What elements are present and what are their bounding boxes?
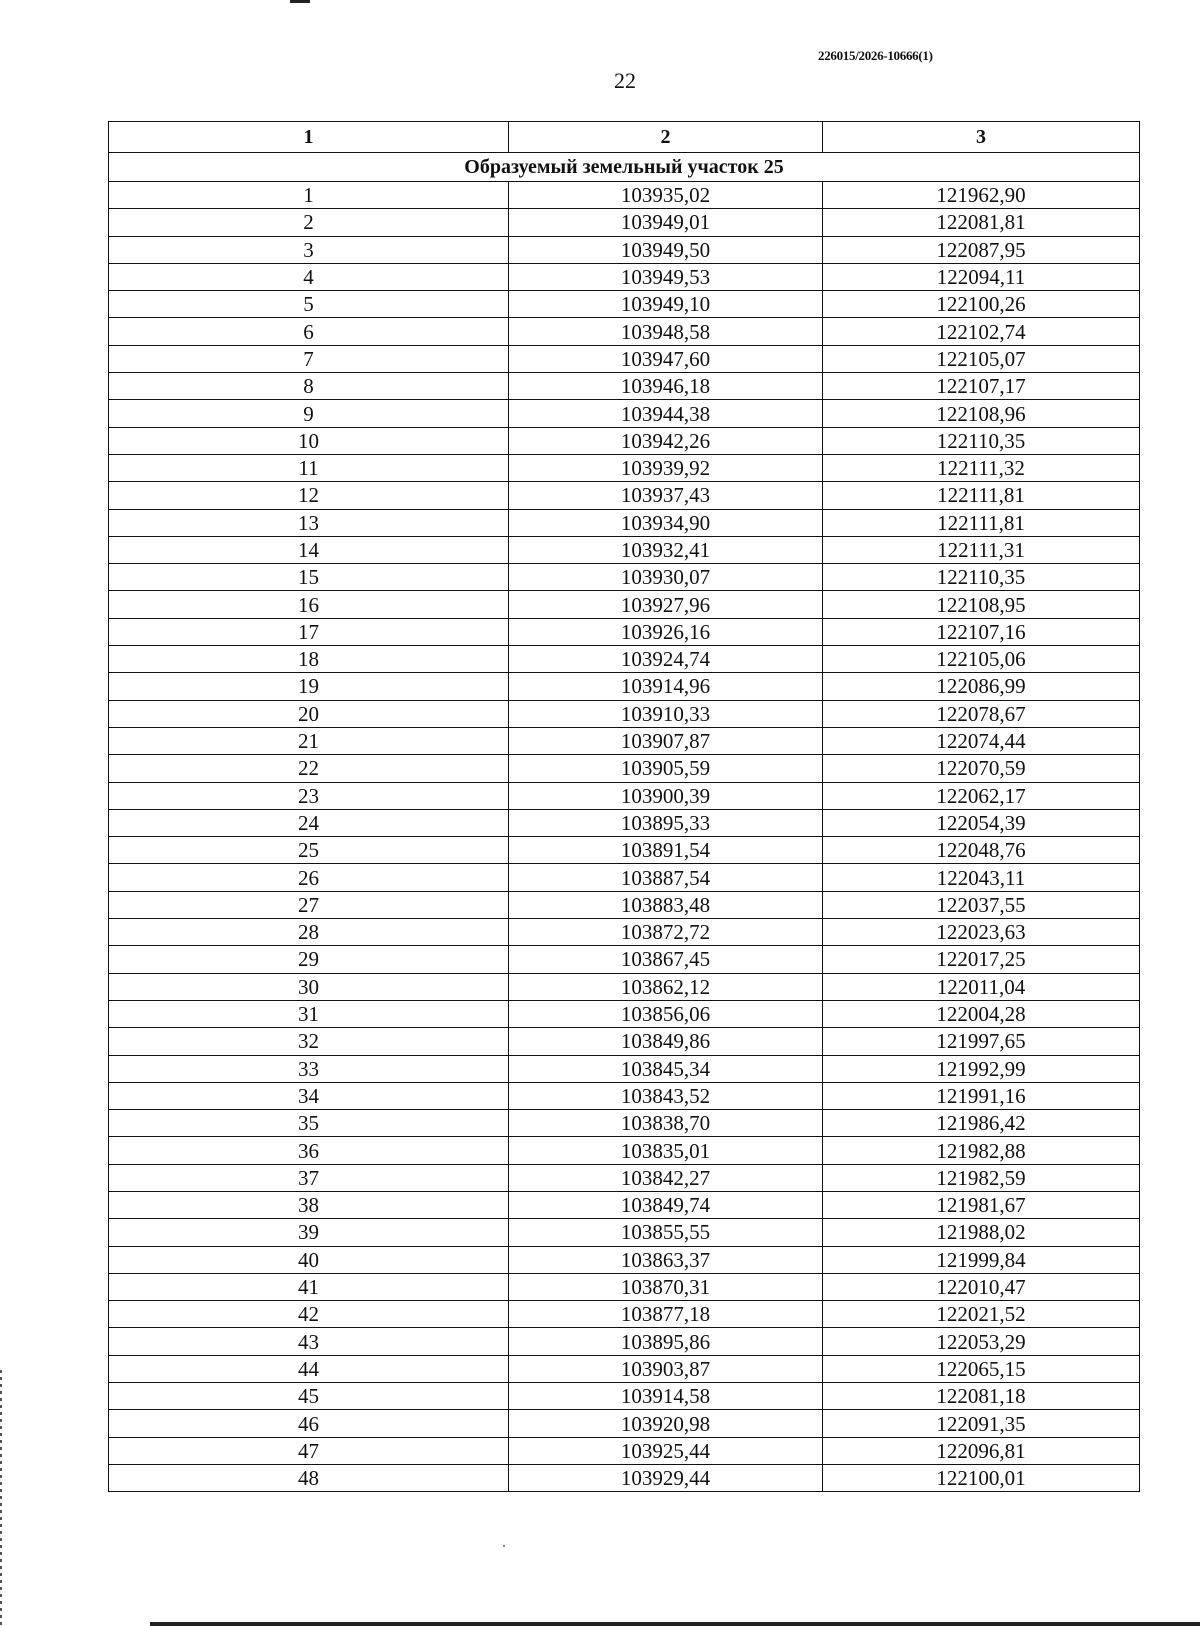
point-number-cell: 46 (109, 1410, 509, 1437)
table-row (109, 755, 1140, 782)
point-number-cell: 25 (109, 837, 509, 864)
x-coordinate-cell: 103946,18 (509, 373, 823, 400)
x-coordinate-cell: 103887,54 (509, 864, 823, 891)
x-coordinate-cell: 103926,16 (509, 618, 823, 645)
x-coordinate-cell: 103949,53 (509, 263, 823, 290)
x-coordinate-cell: 103927,96 (509, 591, 823, 618)
y-coordinate-cell: 122107,16 (823, 618, 1140, 645)
point-number-cell: 23 (109, 782, 509, 809)
x-coordinate-cell: 103863,37 (509, 1246, 823, 1273)
table-row (109, 291, 1140, 318)
scan-edge (0, 1370, 2, 1626)
document-number: 226015/2026-10666(1) (818, 48, 933, 63)
x-coordinate-cell: 103925,44 (509, 1437, 823, 1464)
y-coordinate-cell: 122054,39 (823, 809, 1140, 836)
point-number-cell: 8 (109, 373, 509, 400)
table-row (109, 1191, 1140, 1218)
y-coordinate-cell: 122087,95 (823, 236, 1140, 263)
x-coordinate-cell: 103910,33 (509, 700, 823, 727)
x-coordinate-cell: 103856,06 (509, 1000, 823, 1027)
y-coordinate-cell: 122053,29 (823, 1328, 1140, 1355)
y-coordinate-cell: 122070,59 (823, 755, 1140, 782)
table-row (109, 427, 1140, 454)
coordinates-table (108, 121, 1140, 1492)
table-row (109, 673, 1140, 700)
point-number-cell: 12 (109, 482, 509, 509)
point-number-cell: 33 (109, 1055, 509, 1082)
x-coordinate-cell: 103867,45 (509, 946, 823, 973)
point-number-cell: 30 (109, 973, 509, 1000)
y-coordinate-cell: 122091,35 (823, 1410, 1140, 1437)
x-coordinate-cell: 103895,86 (509, 1328, 823, 1355)
x-coordinate-cell: 103862,12 (509, 973, 823, 1000)
table-row (109, 1273, 1140, 1300)
x-coordinate-cell: 103845,34 (509, 1055, 823, 1082)
table-row (109, 1219, 1140, 1246)
column-header: 2 (509, 122, 823, 153)
x-coordinate-cell: 103835,01 (509, 1137, 823, 1164)
point-number-cell: 1 (109, 182, 509, 209)
table-row (109, 1410, 1140, 1437)
table-row (109, 1082, 1140, 1109)
point-number-cell: 44 (109, 1355, 509, 1382)
y-coordinate-cell: 121988,02 (823, 1219, 1140, 1246)
y-coordinate-cell: 122010,47 (823, 1273, 1140, 1300)
y-coordinate-cell: 121999,84 (823, 1246, 1140, 1273)
table-row (109, 646, 1140, 673)
y-coordinate-cell: 122102,74 (823, 318, 1140, 345)
x-coordinate-cell: 103900,39 (509, 782, 823, 809)
y-coordinate-cell: 121962,90 (823, 182, 1140, 209)
point-number-cell: 18 (109, 646, 509, 673)
table-row (109, 591, 1140, 618)
table-row (109, 1301, 1140, 1328)
table-row (109, 345, 1140, 372)
table-row (109, 1437, 1140, 1464)
point-number-cell: 26 (109, 864, 509, 891)
point-number-cell: 29 (109, 946, 509, 973)
point-number-cell: 15 (109, 564, 509, 591)
y-coordinate-cell: 122111,81 (823, 482, 1140, 509)
y-coordinate-cell: 121981,67 (823, 1191, 1140, 1218)
table-row (109, 919, 1140, 946)
table-row (109, 1000, 1140, 1027)
x-coordinate-cell: 103937,43 (509, 482, 823, 509)
y-coordinate-cell: 121997,65 (823, 1028, 1140, 1055)
table-row (109, 209, 1140, 236)
y-coordinate-cell: 122100,26 (823, 291, 1140, 318)
point-number-cell: 19 (109, 673, 509, 700)
x-coordinate-cell: 103939,92 (509, 454, 823, 481)
scan-mark (290, 0, 310, 3)
section-title: Образуемый земельный участок 25 (109, 153, 1140, 182)
table-row (109, 809, 1140, 836)
table-row (109, 1464, 1140, 1491)
y-coordinate-cell: 122074,44 (823, 727, 1140, 754)
column-header: 3 (823, 122, 1140, 153)
x-coordinate-cell: 103883,48 (509, 891, 823, 918)
x-coordinate-cell: 103905,59 (509, 755, 823, 782)
y-coordinate-cell: 122105,07 (823, 345, 1140, 372)
point-number-cell: 45 (109, 1383, 509, 1410)
point-number-cell: 14 (109, 536, 509, 563)
point-number-cell: 6 (109, 318, 509, 345)
table-row (109, 1055, 1140, 1082)
y-coordinate-cell: 122100,01 (823, 1464, 1140, 1491)
y-coordinate-cell: 122111,31 (823, 536, 1140, 563)
x-coordinate-cell: 103924,74 (509, 646, 823, 673)
point-number-cell: 2 (109, 209, 509, 236)
y-coordinate-cell: 121982,88 (823, 1137, 1140, 1164)
column-header: 1 (109, 122, 509, 153)
y-coordinate-cell: 122081,81 (823, 209, 1140, 236)
point-number-cell: 16 (109, 591, 509, 618)
scan-edge (150, 1622, 1200, 1626)
point-number-cell: 28 (109, 919, 509, 946)
point-number-cell: 32 (109, 1028, 509, 1055)
y-coordinate-cell: 122004,28 (823, 1000, 1140, 1027)
point-number-cell: 35 (109, 1110, 509, 1137)
table-row (109, 182, 1140, 209)
section-row (109, 153, 1140, 182)
point-number-cell: 27 (109, 891, 509, 918)
table-row (109, 782, 1140, 809)
y-coordinate-cell: 121992,99 (823, 1055, 1140, 1082)
x-coordinate-cell: 103843,52 (509, 1082, 823, 1109)
point-number-cell: 42 (109, 1301, 509, 1328)
point-number-cell: 37 (109, 1164, 509, 1191)
table-row (109, 509, 1140, 536)
table-row (109, 837, 1140, 864)
y-coordinate-cell: 122110,35 (823, 427, 1140, 454)
point-number-cell: 10 (109, 427, 509, 454)
y-coordinate-cell: 121991,16 (823, 1082, 1140, 1109)
table-row (109, 727, 1140, 754)
y-coordinate-cell: 122048,76 (823, 837, 1140, 864)
x-coordinate-cell: 103903,87 (509, 1355, 823, 1382)
point-number-cell: 22 (109, 755, 509, 782)
y-coordinate-cell: 121986,42 (823, 1110, 1140, 1137)
y-coordinate-cell: 122065,15 (823, 1355, 1140, 1382)
x-coordinate-cell: 103914,96 (509, 673, 823, 700)
table-row (109, 536, 1140, 563)
table-row (109, 400, 1140, 427)
table-row (109, 564, 1140, 591)
point-number-cell: 43 (109, 1328, 509, 1355)
x-coordinate-cell: 103872,72 (509, 919, 823, 946)
y-coordinate-cell: 122078,67 (823, 700, 1140, 727)
point-number-cell: 36 (109, 1137, 509, 1164)
table-row (109, 618, 1140, 645)
table-header-row (109, 122, 1140, 153)
x-coordinate-cell: 103934,90 (509, 509, 823, 536)
point-number-cell: 3 (109, 236, 509, 263)
point-number-cell: 4 (109, 263, 509, 290)
point-number-cell: 20 (109, 700, 509, 727)
y-coordinate-cell: 122107,17 (823, 373, 1140, 400)
x-coordinate-cell: 103870,31 (509, 1273, 823, 1300)
x-coordinate-cell: 103949,01 (509, 209, 823, 236)
table-row (109, 1164, 1140, 1191)
table-row (109, 263, 1140, 290)
x-coordinate-cell: 103930,07 (509, 564, 823, 591)
point-number-cell: 34 (109, 1082, 509, 1109)
table-row (109, 891, 1140, 918)
point-number-cell: 47 (109, 1437, 509, 1464)
y-coordinate-cell: 122081,18 (823, 1383, 1140, 1410)
x-coordinate-cell: 103932,41 (509, 536, 823, 563)
point-number-cell: 24 (109, 809, 509, 836)
point-number-cell: 41 (109, 1273, 509, 1300)
table-body (109, 153, 1140, 1492)
x-coordinate-cell: 103920,98 (509, 1410, 823, 1437)
y-coordinate-cell: 122108,95 (823, 591, 1140, 618)
table-row (109, 1355, 1140, 1382)
y-coordinate-cell: 122086,99 (823, 673, 1140, 700)
x-coordinate-cell: 103842,27 (509, 1164, 823, 1191)
x-coordinate-cell: 103838,70 (509, 1110, 823, 1137)
y-coordinate-cell: 122096,81 (823, 1437, 1140, 1464)
table-row (109, 1110, 1140, 1137)
point-number-cell: 5 (109, 291, 509, 318)
x-coordinate-cell: 103935,02 (509, 182, 823, 209)
y-coordinate-cell: 122011,04 (823, 973, 1140, 1000)
table-row (109, 973, 1140, 1000)
point-number-cell: 31 (109, 1000, 509, 1027)
table-row (109, 318, 1140, 345)
point-number-cell: 13 (109, 509, 509, 536)
x-coordinate-cell: 103947,60 (509, 345, 823, 372)
point-number-cell: 39 (109, 1219, 509, 1246)
y-coordinate-cell: 122105,06 (823, 646, 1140, 673)
x-coordinate-cell: 103877,18 (509, 1301, 823, 1328)
x-coordinate-cell: 103949,10 (509, 291, 823, 318)
x-coordinate-cell: 103929,44 (509, 1464, 823, 1491)
table-row (109, 1383, 1140, 1410)
table-row (109, 1246, 1140, 1273)
y-coordinate-cell: 122037,55 (823, 891, 1140, 918)
x-coordinate-cell: 103891,54 (509, 837, 823, 864)
y-coordinate-cell: 122110,35 (823, 564, 1140, 591)
y-coordinate-cell: 122094,11 (823, 263, 1140, 290)
y-coordinate-cell: 122062,17 (823, 782, 1140, 809)
x-coordinate-cell: 103849,86 (509, 1028, 823, 1055)
point-number-cell: 11 (109, 454, 509, 481)
y-coordinate-cell: 122108,96 (823, 400, 1140, 427)
x-coordinate-cell: 103942,26 (509, 427, 823, 454)
scan-speck (503, 1545, 505, 1547)
page-number: 22 (614, 68, 636, 93)
x-coordinate-cell: 103849,74 (509, 1191, 823, 1218)
y-coordinate-cell: 122043,11 (823, 864, 1140, 891)
x-coordinate-cell: 103949,50 (509, 236, 823, 263)
point-number-cell: 38 (109, 1191, 509, 1218)
y-coordinate-cell: 122017,25 (823, 946, 1140, 973)
table-row (109, 1028, 1140, 1055)
y-coordinate-cell: 122021,52 (823, 1301, 1140, 1328)
y-coordinate-cell: 122111,32 (823, 454, 1140, 481)
table-row (109, 236, 1140, 263)
table-row (109, 373, 1140, 400)
y-coordinate-cell: 122023,63 (823, 919, 1140, 946)
point-number-cell: 9 (109, 400, 509, 427)
table-row (109, 700, 1140, 727)
table-row (109, 864, 1140, 891)
y-coordinate-cell: 121982,59 (823, 1164, 1140, 1191)
table-row (109, 454, 1140, 481)
point-number-cell: 40 (109, 1246, 509, 1273)
point-number-cell: 17 (109, 618, 509, 645)
x-coordinate-cell: 103944,38 (509, 400, 823, 427)
point-number-cell: 21 (109, 727, 509, 754)
table-row (109, 946, 1140, 973)
table-row (109, 1137, 1140, 1164)
x-coordinate-cell: 103907,87 (509, 727, 823, 754)
point-number-cell: 7 (109, 345, 509, 372)
table-row (109, 1328, 1140, 1355)
x-coordinate-cell: 103895,33 (509, 809, 823, 836)
table-row (109, 482, 1140, 509)
x-coordinate-cell: 103948,58 (509, 318, 823, 345)
point-number-cell: 48 (109, 1464, 509, 1491)
x-coordinate-cell: 103855,55 (509, 1219, 823, 1246)
x-coordinate-cell: 103914,58 (509, 1383, 823, 1410)
y-coordinate-cell: 122111,81 (823, 509, 1140, 536)
